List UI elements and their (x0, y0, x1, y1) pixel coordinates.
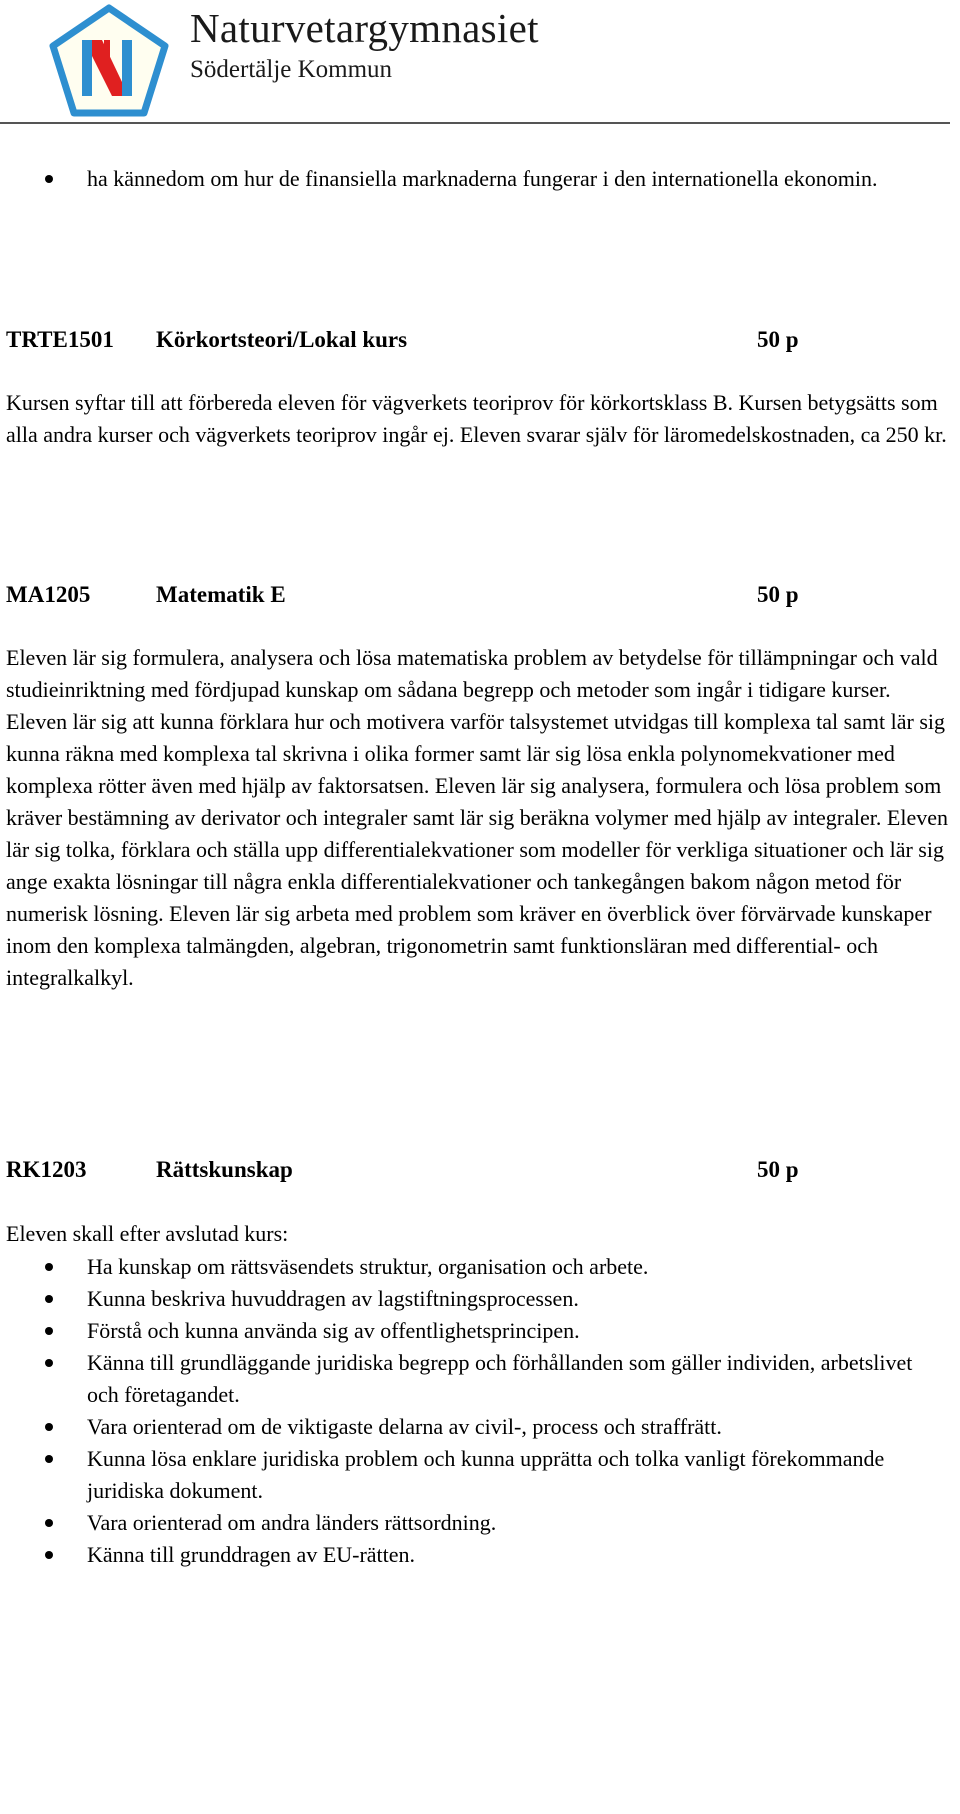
page-header (0, 0, 950, 124)
bullet-icon (45, 1455, 53, 1463)
list-item-text: Känna till grunddragen av EU-rätten. (87, 1542, 416, 1567)
course-description: Kursen syftar till att förbereda eleven för vägverkets teoriprov för körkortsklass B. Kursen betygsätts som alla andra kurser och vägverkets teoriprov ingår ej. Eleven svarar själv för läromedelskostnaden, ca 250 kr. (6, 390, 947, 447)
list-item (0, 1251, 945, 1283)
list-item-text: Vara orienterad om andra länders rättsordning. (87, 1510, 497, 1535)
list-item (0, 163, 945, 195)
bullet-icon (45, 175, 53, 183)
school-name: Naturvetargymnasiet (190, 5, 539, 51)
list-item-text: ha kännedom om hur de finansiella marknaderna fungerar i den internationella ekonomin. (87, 166, 878, 191)
course-points: 50 p (757, 582, 799, 607)
list-item (0, 1411, 945, 1443)
course-title: Matematik E (156, 582, 286, 607)
bullet-icon (45, 1423, 53, 1431)
course-title: Rättskunskap (156, 1157, 293, 1182)
course-description: Eleven lär sig formulera, analysera och lösa matematiska problem av betydelse för tillämpningar och vald studieinriktning med fördjupad kunskap om sådana begrepp och metoder som ingår i tidigare kurser. Eleven lär sig att kunna förklara hur och motivera varför talsystemet utvidgas till komplexa tal samt lär sig kunna räkna med komplexa tal skrivna i olika former samt lär sig lösa enkla polynomekvationer med komplexa rötter även med hjälp av faktorsatsen. Eleven lär sig analysera, formulera och lösa problem som kräver bestämning av derivator och integraler samt lär sig beräkna volymer med hjälp av integraler. Eleven lär sig tolka, förklara och ställa upp differentialekvationer som modeller för verkliga situationer och lär sig ange exakta lösningar till några enkla differentialekvationer och tankegången bakom någon metod för numerisk lösning. Eleven lär sig arbeta med problem som kräver en överblick över förvärvade kunskaper inom den komplexa talmängden, algebran, trigonometrin samt funktionsläran med differential- och integralkalkyl. (6, 645, 948, 990)
list-item-text: Kunna beskriva huvuddragen av lagstiftningsprocessen. (87, 1286, 579, 1311)
bullet-icon (45, 1263, 53, 1271)
course-code: RK1203 (6, 1157, 87, 1182)
bullet-icon (45, 1519, 53, 1527)
list-item-text: Vara orienterad om de viktigaste delarna av civil-, process och straffrätt. (87, 1414, 722, 1439)
list-item-text: Kunna lösa enklare juridiska problem och kunna upprätta och tolka vanligt förekommande juridiska dokument. (87, 1446, 885, 1503)
list-item (0, 1507, 945, 1539)
list-item-text: Ha kunskap om rättsväsendets struktur, organisation och arbete. (87, 1254, 649, 1279)
school-logo-icon (46, 2, 172, 118)
list-item-text: Förstå och kunna använda sig av offentlighetsprincipen. (87, 1318, 580, 1343)
course-code: MA1205 (6, 582, 91, 607)
course-title: Körkortsteori/Lokal kurs (156, 327, 408, 352)
list-item (0, 1283, 945, 1315)
list-item (0, 1539, 945, 1571)
school-subtitle: Södertälje Kommun (190, 56, 393, 83)
course-code: TRTE1501 (6, 327, 114, 352)
course-intro: Eleven skall efter avslutad kurs: (6, 1221, 289, 1246)
bullet-icon (45, 1359, 53, 1367)
course-points: 50 p (757, 327, 799, 352)
list-item (0, 1347, 945, 1411)
course-goals-list (0, 1251, 945, 1571)
course-points: 50 p (757, 1157, 799, 1182)
list-item (0, 1443, 945, 1507)
list-item (0, 1315, 945, 1347)
list-item-text: Känna till grundläggande juridiska begrepp och förhållanden som gäller individen, arbetslivet och företagandet. (87, 1350, 913, 1407)
intro-bullet-list (0, 163, 945, 195)
bullet-icon (45, 1327, 53, 1335)
bullet-icon (45, 1295, 53, 1303)
bullet-icon (45, 1551, 53, 1559)
